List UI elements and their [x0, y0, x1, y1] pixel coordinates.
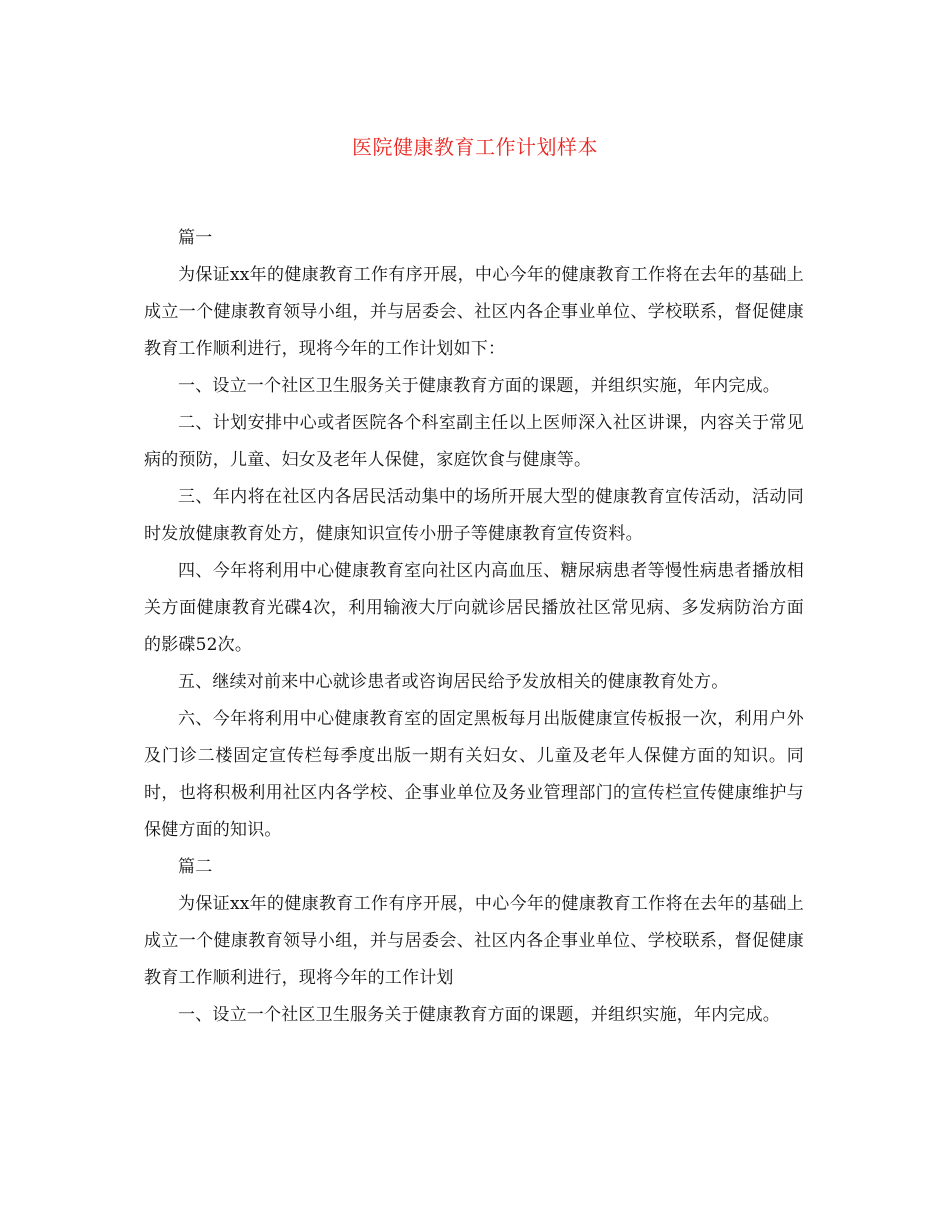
section-heading-part-1: 篇一 [178, 228, 213, 248]
intro-paragraph-part-1: 为保证xx年的健康教育工作有序开展，中心今年的健康教育工作将在去年的基础上成立一个健康教育领导小组，并与居委会、社区内各企事业单位、学校联系，督促健康教育工作顺利进行，现将今年的工作计划如下： [144, 265, 804, 359]
document-body [144, 220, 804, 1034]
plan-item-2: 二、计划安排中心或者医院各个科室副主任以上医师深入社区讲课，内容关于常见病的预防，儿童、妇女及老年人保健，家庭饮食与健康等。 [144, 413, 804, 470]
plan-item-3: 三、年内将在社区内各居民活动集中的场所开展大型的健康教育宣传活动，活动同时发放健康教育处方，健康知识宣传小册子等健康教育宣传资料。 [144, 487, 804, 544]
plan-item-6: 六、今年将利用中心健康教育室的固定黑板每月出版健康宣传板报一次，利用户外及门诊二楼固定宣传栏每季度出版一期有关妇女、儿童及老年人保健方面的知识。同时，也将积极利用社区内各学校、企事业单位及务业管理部门的宣传栏宣传健康维护与保健方面的知识。 [144, 709, 804, 840]
section-heading-part-2: 篇二 [178, 857, 213, 877]
plan-item-5: 五、继续对前来中心就诊患者或咨询居民给予发放相关的健康教育处方。 [178, 672, 729, 692]
plan-item-1-part-2: 一、设立一个社区卫生服务关于健康教育方面的课题，并组织实施，年内完成。 [178, 1005, 780, 1025]
plan-item-1: 一、设立一个社区卫生服务关于健康教育方面的课题，并组织实施，年内完成。 [178, 376, 780, 396]
intro-paragraph-part-2: 为保证xx年的健康教育工作有序开展，中心今年的健康教育工作将在去年的基础上成立一个健康教育领导小组，并与居委会、社区内各企事业单位、学校联系，督促健康教育工作顺利进行，现将今年的工作计划 [144, 894, 804, 988]
plan-item-4: 四、今年将利用中心健康教育室向社区内高血压、糖尿病患者等慢性病患者播放相关方面健康教育光碟4次，利用输液大厅向就诊居民播放社区常见病、多发病防治方面的影碟52次。 [144, 561, 804, 655]
document-title: 医院健康教育工作计划样本 [352, 135, 598, 159]
